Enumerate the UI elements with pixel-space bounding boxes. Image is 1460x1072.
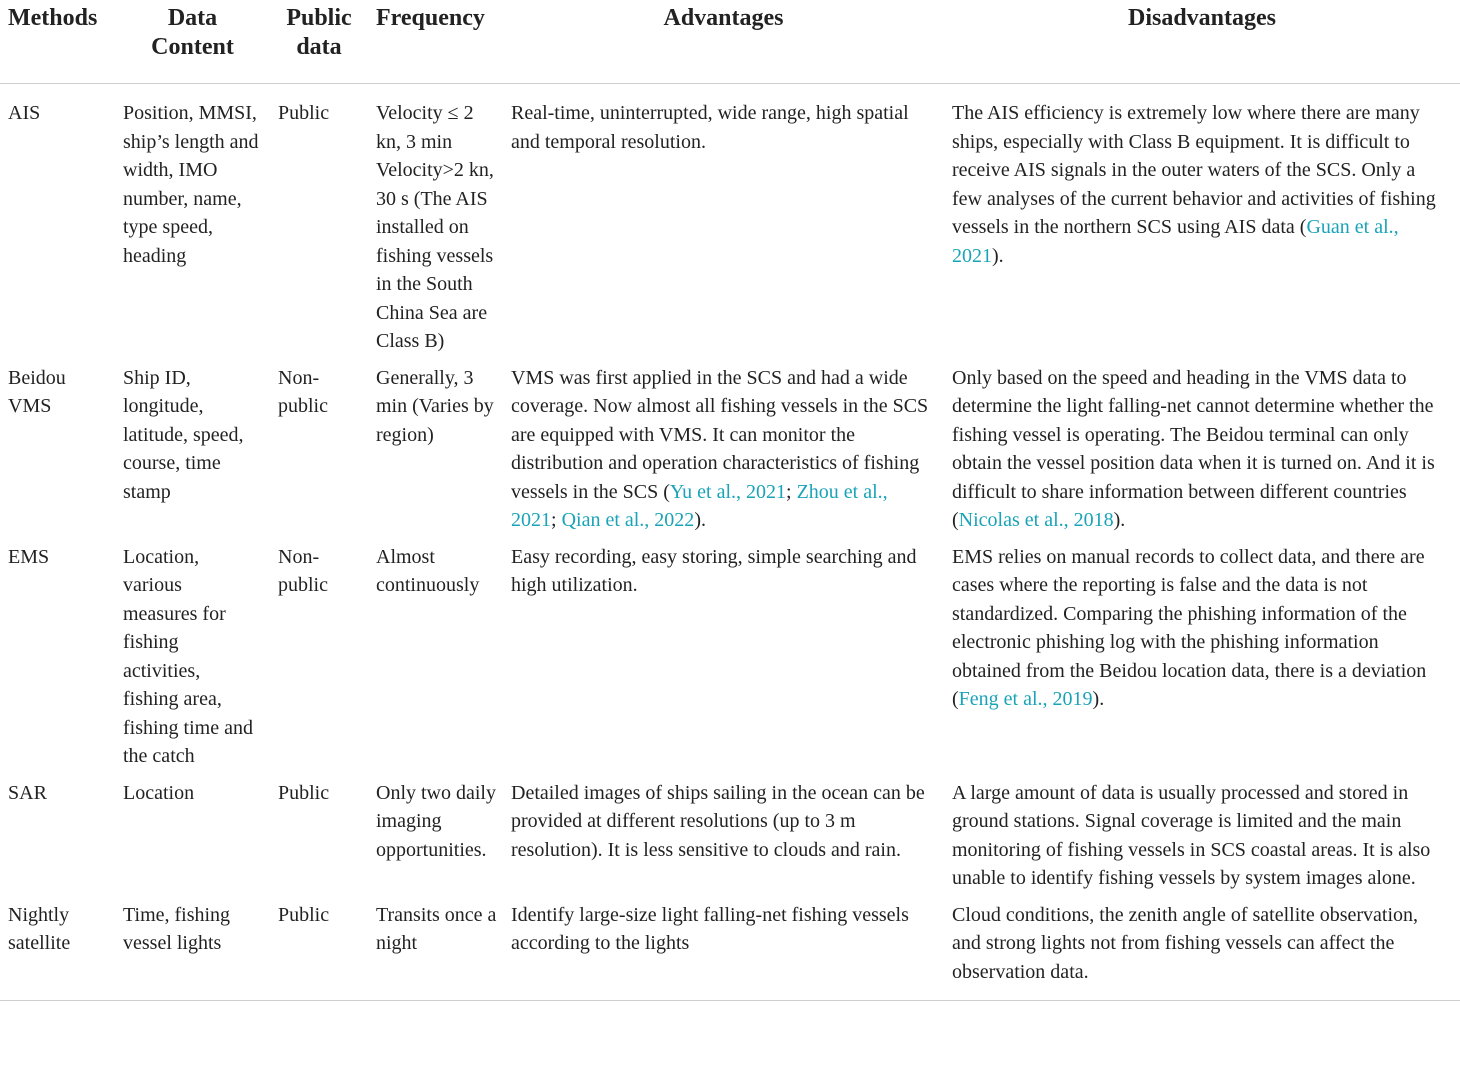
advantages-text: Detailed images of ships sailing in the ocean can be provided at different resolutions (up to 3 m resolution). It is less sensitive to clouds and rain.: [511, 781, 925, 861]
cell-data-content: Position, MMSI, ship’s length and width, IMO number, name, type speed, heading: [123, 102, 259, 267]
table-body: [0, 84, 1460, 1001]
header-advantages: Advantages: [503, 0, 944, 84]
disadvantages-text: A large amount of data is usually processed and stored in ground stations. Signal coverage is limited and the main monitoring of fishing vessels in SCS coastal areas. It is also unable to identify fishing vessels by system images alone.: [952, 781, 1431, 889]
citation-link[interactable]: Nicolas et al., 2018: [958, 509, 1114, 531]
cell-data-content: Location, various measures for fishing activities, fishing area, fishing time and the catch: [123, 545, 253, 767]
citation-link[interactable]: Guan et al., 2021: [952, 216, 1399, 267]
header-public-data: Public data: [270, 0, 368, 84]
advantages-text: Identify large-size light falling-net fishing vessels according to the lights: [511, 903, 909, 954]
disadvantages-text: ).: [1113, 509, 1126, 531]
cell-advantages: [503, 779, 944, 901]
cell-advantages: [503, 364, 944, 543]
disadvantages-text: ).: [992, 244, 1004, 267]
header-methods: Methods: [0, 0, 115, 84]
cell-public-data: Public: [278, 102, 330, 124]
disadvantages-text: ).: [1092, 688, 1105, 710]
cell-frequency: Only two daily imaging opportunities.: [376, 781, 496, 861]
advantages-text: Real-time, uninterrupted, wide range, high spatial and temporal resolution.: [511, 102, 909, 153]
advantages-text: ;: [786, 480, 797, 503]
citation-link[interactable]: Yu et al., 2021: [669, 480, 786, 503]
cell-disadvantages: [944, 84, 1460, 364]
cell-data-content: Time, fishing vessel lights: [115, 901, 270, 1001]
cell-public-data: Non-public: [278, 545, 328, 596]
cell-public-data: Public: [270, 901, 368, 1001]
cell-data-content: Location: [123, 781, 195, 804]
cell-method: AIS: [8, 102, 41, 124]
advantages-text: ).: [694, 509, 706, 531]
table-row: [0, 779, 1460, 901]
table-row: [0, 543, 1460, 779]
disadvantages-text: EMS relies on manual records to collect data, and there are cases where the reporting is false and the data is not standardized. Comparing the phishing information of the electronic phishing log with the phishing information obtained from the Beidou location data, there is a deviation (: [952, 545, 1427, 710]
advantages-text: ;: [551, 509, 562, 531]
cell-frequency: Transits once a night: [368, 901, 503, 1001]
cell-disadvantages: [944, 543, 1460, 779]
header-frequency: Frequency: [368, 0, 503, 84]
cell-disadvantages: [944, 901, 1460, 1001]
cell-disadvantages: [944, 779, 1460, 901]
citation-link[interactable]: Qian et al., 2022: [561, 509, 695, 531]
citation-link[interactable]: Feng et al., 2019: [958, 688, 1093, 710]
cell-frequency: Almost continuously: [376, 545, 480, 596]
cell-frequency: Generally, 3 min (Varies by region): [376, 366, 494, 446]
disadvantages-text: Cloud conditions, the zenith angle of satellite observation, and strong lights not from fishing vessels can affect the observation data.: [952, 903, 1419, 983]
cell-advantages: [503, 543, 944, 779]
cell-method: SAR: [8, 781, 47, 804]
cell-data-content: Ship ID, longitude, latitude, speed, course, time stamp: [123, 366, 244, 503]
table-row: [0, 901, 1460, 1001]
cell-advantages: [503, 901, 944, 1001]
cell-method: Beidou VMS: [8, 366, 66, 417]
disadvantages-text: The AIS efficiency is extremely low where there are many ships, especially with Class B equipment. It is difficult to receive AIS signals in the outer waters of the SCS. Only a few analyses of the current behavior and activities of fishing vessels in the northern SCS using AIS data (: [952, 102, 1436, 238]
cell-public-data: Public: [278, 781, 330, 804]
header-row: [0, 0, 1460, 84]
disadvantages-text: Only based on the speed and heading in the VMS data to determine the light falling-net cannot determine whether the fishing vessel is operating. The Beidou terminal can only obtain the vessel position data when it is turned on. And it is difficult to share information between different countries (: [952, 366, 1435, 531]
table-row: [0, 84, 1460, 364]
header-data-content: Data Content: [115, 0, 270, 84]
cell-disadvantages: [944, 364, 1460, 543]
advantages-text: Easy recording, easy storing, simple searching and high utilization.: [511, 545, 917, 596]
cell-public-data: Non-public: [278, 366, 328, 417]
header-disadvantages: Disadvantages: [944, 0, 1460, 84]
cell-advantages: [503, 84, 944, 364]
cell-method: Nightly satellite: [0, 901, 115, 1001]
table-header: [0, 0, 1460, 84]
citation-link[interactable]: Zhou et al., 2021: [511, 480, 888, 531]
cell-method: EMS: [8, 545, 50, 568]
table-row: [0, 364, 1460, 543]
cell-frequency: Velocity ≤ 2 kn, 3 min Velocity>2 kn, 30 s (The AIS installed on fishing vessels in the South China Sea are Class B): [376, 102, 494, 352]
advantages-text: VMS was first applied in the SCS and had a wide coverage. Now almost all fishing vessels in the SCS are equipped with VMS. It can monitor the distribution and operation characteristics of fishing vessels in the SCS (: [511, 366, 929, 503]
